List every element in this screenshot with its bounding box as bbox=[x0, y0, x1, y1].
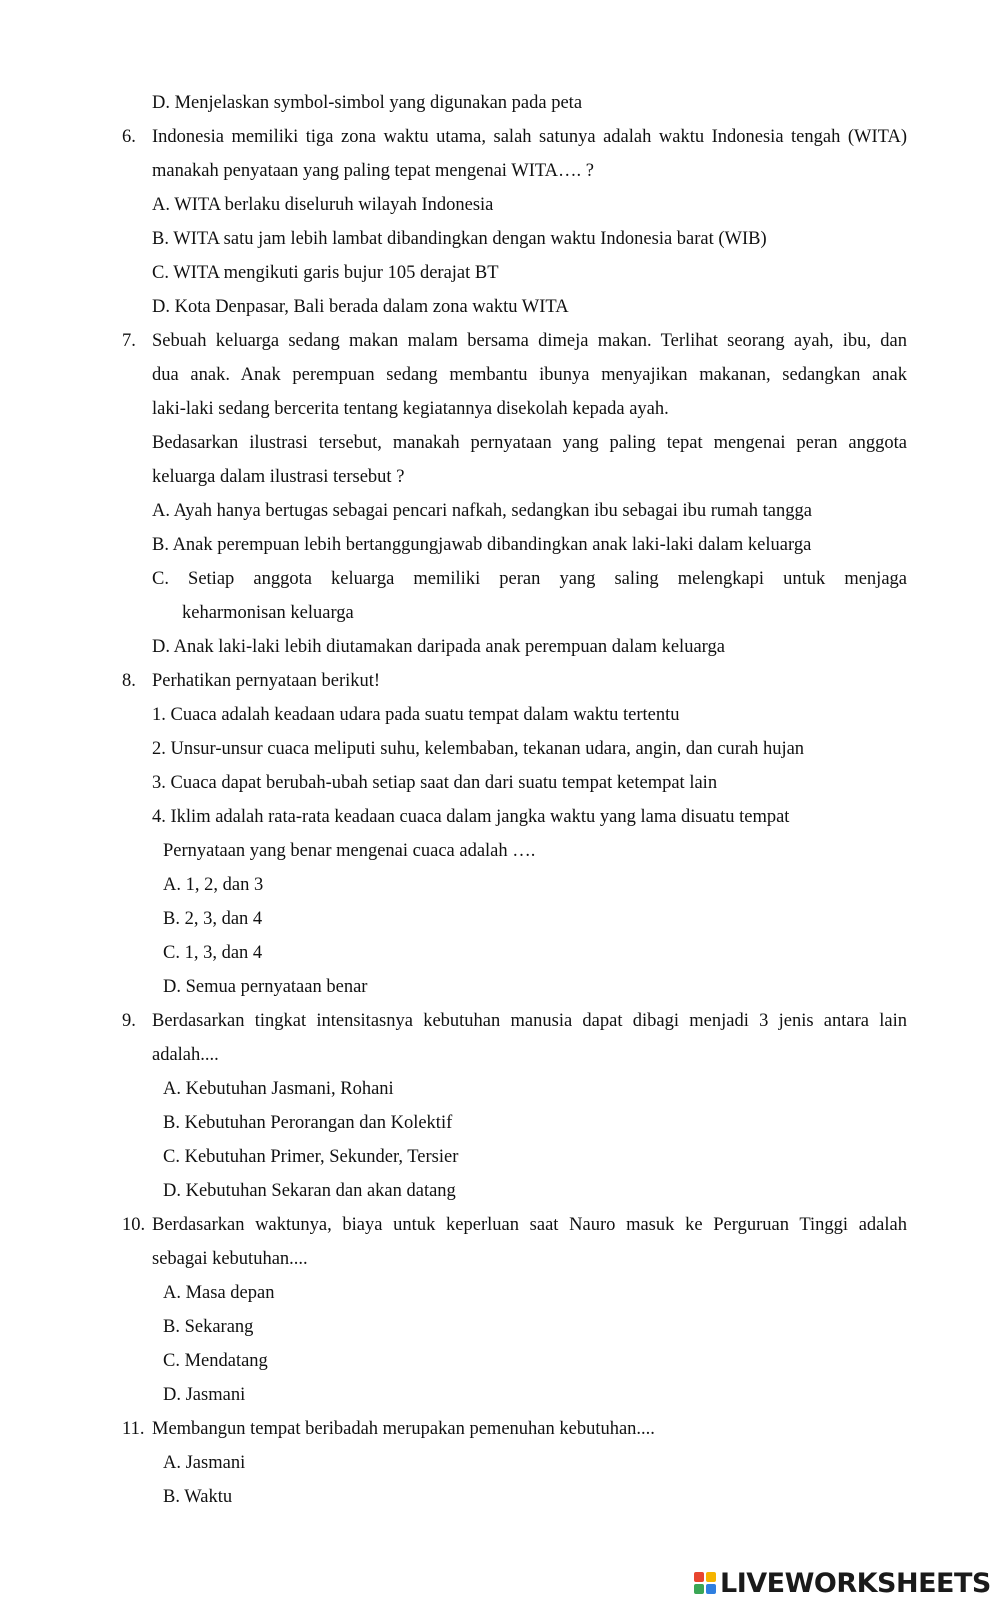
q11-number: 11. bbox=[122, 1419, 145, 1439]
q9-option-c[interactable]: C. Kebutuhan Primer, Sekunder, Tersier bbox=[163, 1147, 459, 1167]
q8-option-b[interactable]: B. 2, 3, dan 4 bbox=[163, 909, 263, 929]
q6-option-c[interactable]: C. WITA mengikuti garis bujur 105 derajat BT bbox=[152, 263, 499, 283]
q8-option-d[interactable]: D. Semua pernyataan benar bbox=[163, 977, 368, 997]
q6-number: 6. bbox=[122, 127, 136, 147]
logo-square-green bbox=[694, 1584, 704, 1594]
q11-stem: Membangun tempat beribadah merupakan pemenuhan kebutuhan.... bbox=[152, 1419, 655, 1439]
q7-stem-line5: keluarga dalam ilustrasi tersebut ? bbox=[152, 467, 405, 487]
q8-stem: Perhatikan pernyataan berikut! bbox=[152, 671, 381, 691]
q7-stem-line3: laki-laki sedang bercerita tentang kegiatannya disekolah kepada ayah. bbox=[152, 399, 669, 419]
q11-option-a[interactable]: A. Jasmani bbox=[163, 1453, 246, 1473]
q8-option-a[interactable]: A. 1, 2, dan 3 bbox=[163, 875, 264, 895]
liveworksheets-logo-text: LIVEWORKSHEETS bbox=[720, 1567, 991, 1599]
q7-stem-line1: Sebuah keluarga sedang makan malam bersama dimeja makan. Terlihat seorang ayah, ibu, dan bbox=[152, 331, 907, 351]
q5-option-d[interactable]: D. Menjelaskan symbol-simbol yang digunakan pada peta bbox=[152, 93, 583, 113]
q9-number: 9. bbox=[122, 1011, 136, 1031]
liveworksheets-logo bbox=[694, 1566, 991, 1600]
q7-stem-line4: Bedasarkan ilustrasi tersebut, manakah pernyataan yang paling tepat mengenai peran anggota bbox=[152, 433, 907, 453]
liveworksheets-logo-icon bbox=[694, 1572, 716, 1594]
q7-stem-line2: dua anak. Anak perempuan sedang membantu ibunya menyajikan makanan, sedangkan anak bbox=[152, 365, 907, 385]
q8-question: Pernyataan yang benar mengenai cuaca adalah …. bbox=[163, 841, 536, 861]
q6-stem-line2: manakah penyataan yang paling tepat mengenai WITA…. ? bbox=[152, 161, 595, 181]
logo-square-blue bbox=[706, 1584, 716, 1594]
logo-square-red bbox=[694, 1572, 704, 1582]
q6-option-d[interactable]: D. Kota Denpasar, Bali berada dalam zona waktu WITA bbox=[152, 297, 569, 317]
q7-option-c-line2[interactable]: keharmonisan keluarga bbox=[182, 603, 354, 623]
q6-stem-line1: Indonesia memiliki tiga zona waktu utama, salah satunya adalah waktu Indonesia tengah (WITA) bbox=[152, 127, 907, 147]
q8-statement-1: 1. Cuaca adalah keadaan udara pada suatu tempat dalam waktu tertentu bbox=[152, 705, 680, 725]
q10-option-b[interactable]: B. Sekarang bbox=[163, 1317, 254, 1337]
q7-option-d[interactable]: D. Anak laki-laki lebih diutamakan daripada anak perempuan dalam keluarga bbox=[152, 637, 725, 657]
q10-stem-line2: sebagai kebutuhan.... bbox=[152, 1249, 308, 1269]
q10-option-c[interactable]: C. Mendatang bbox=[163, 1351, 268, 1371]
q6-option-a[interactable]: A. WITA berlaku diseluruh wilayah Indonesia bbox=[152, 195, 494, 215]
q9-option-d[interactable]: D. Kebutuhan Sekaran dan akan datang bbox=[163, 1181, 456, 1201]
q9-option-a[interactable]: A. Kebutuhan Jasmani, Rohani bbox=[163, 1079, 394, 1099]
q10-number: 10. bbox=[122, 1215, 146, 1235]
logo-square-yellow bbox=[706, 1572, 716, 1582]
q8-statement-3: 3. Cuaca dapat berubah-ubah setiap saat dan dari suatu tempat ketempat lain bbox=[152, 773, 718, 793]
q10-option-d[interactable]: D. Jasmani bbox=[163, 1385, 246, 1405]
q7-option-a[interactable]: A. Ayah hanya bertugas sebagai pencari nafkah, sedangkan ibu sebagai ibu rumah tangga bbox=[152, 501, 812, 521]
q8-option-c[interactable]: C. 1, 3, dan 4 bbox=[163, 943, 263, 963]
q8-statement-4: 4. Iklim adalah rata-rata keadaan cuaca dalam jangka waktu yang lama disuatu tempat bbox=[152, 807, 790, 827]
q9-option-b[interactable]: B. Kebutuhan Perorangan dan Kolektif bbox=[163, 1113, 453, 1133]
q7-option-b[interactable]: B. Anak perempuan lebih bertanggungjawab dibandingkan anak laki-laki dalam keluarga bbox=[152, 535, 812, 555]
q9-stem-line1: Berdasarkan tingkat intensitasnya kebutuhan manusia dapat dibagi menjadi 3 jenis antara lain bbox=[152, 1011, 907, 1031]
q8-statement-2: 2. Unsur-unsur cuaca meliputi suhu, kelembaban, tekanan udara, angin, dan curah hujan bbox=[152, 739, 805, 759]
q9-stem-line2: adalah.... bbox=[152, 1045, 219, 1065]
q7-number: 7. bbox=[122, 331, 136, 351]
q8-number: 8. bbox=[122, 671, 136, 691]
q11-option-b[interactable]: B. Waktu bbox=[163, 1487, 233, 1507]
q10-stem-line1: Berdasarkan waktunya, biaya untuk keperluan saat Nauro masuk ke Perguruan Tinggi adalah bbox=[152, 1215, 907, 1235]
q7-option-c-line1[interactable]: C. Setiap anggota keluarga memiliki peran yang saling melengkapi untuk menjaga bbox=[152, 569, 907, 589]
q10-option-a[interactable]: A. Masa depan bbox=[163, 1283, 275, 1303]
q6-option-b[interactable]: B. WITA satu jam lebih lambat dibandingkan dengan waktu Indonesia barat (WIB) bbox=[152, 229, 767, 249]
